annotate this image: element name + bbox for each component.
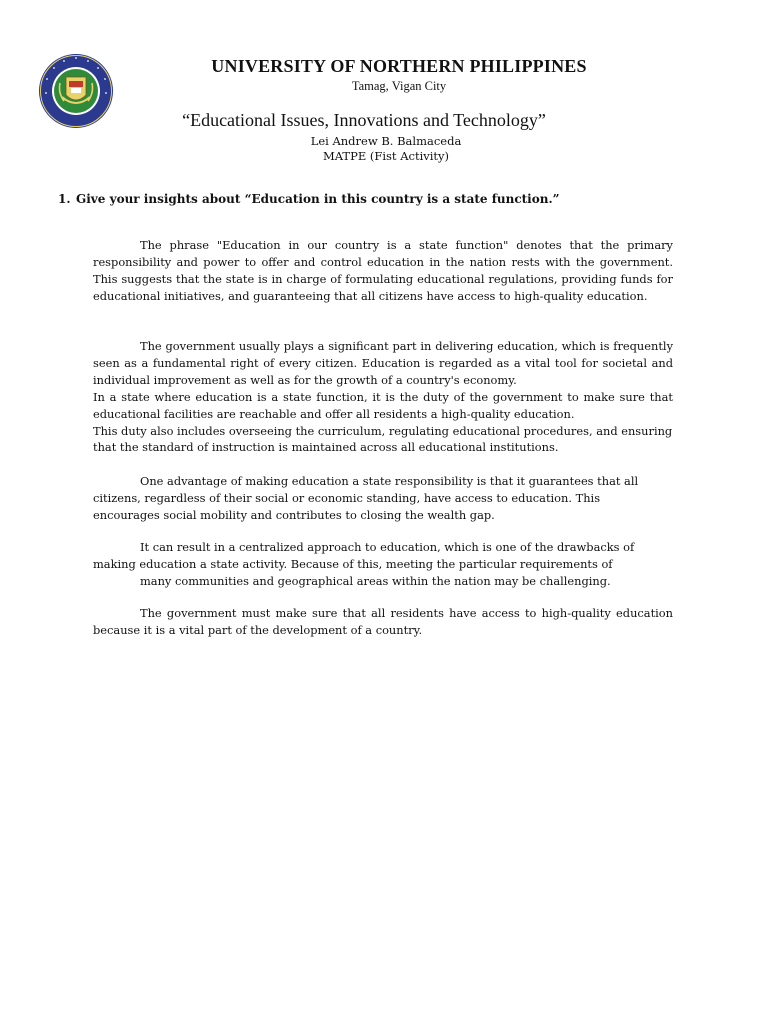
paragraph-3-line: encourages social mobility and contributes to closing the wealth gap.: [93, 507, 495, 522]
question-text: Give your insights about “Education in this country is a state function.”: [76, 192, 560, 206]
question-number: 1.: [58, 192, 71, 206]
paragraph-3-line: One advantage of making education a state responsibility is that it guarantees that all: [140, 474, 639, 488]
paragraph-2-part-2: In a state where education is a state function, it is the duty of the government to make sure that educational facilities are reachable and offer all residents a high-quality education.: [93, 389, 673, 421]
author-name: Lei Andrew B. Balmaceda: [310, 134, 462, 148]
question-heading: [58, 192, 698, 206]
paragraph-4-line: making education a state activity. Because of this, meeting the particular requirements of: [93, 556, 613, 571]
university-location: Tamag, Vigan City: [351, 79, 447, 93]
university-name: UNIVERSITY OF NORTHERN PHILIPPINES: [211, 56, 587, 76]
paragraph-2-part-3: This duty also includes overseeing the curriculum, regulating educational procedures, and ensuring that the standard of instruction is maintained across all educational institutions.: [93, 423, 673, 455]
paragraph-3-line: citizens, regardless of their social or economic standing, have access to education. This: [93, 490, 601, 505]
paragraph-2: [93, 338, 673, 456]
paragraph-4-line: It can result in a centralized approach to education, which is one of the drawbacks of: [140, 540, 635, 554]
paragraph-1: The phrase "Education in our country is a state function" denotes that the primary responsibility and power to offer and control education in the nation rests with the government. This suggests that the state is in charge of formulating educational regulations, providing funds for educational initiatives, and guaranteeing that all citizens have access to high-quality education.: [93, 238, 673, 303]
paragraph-4: [93, 539, 673, 590]
activity-label: MATPE (Fist Activity): [322, 149, 450, 163]
course-title: “Educational Issues, Innovations and Technology”: [182, 110, 546, 130]
paragraph-3: [93, 473, 673, 524]
paragraph-2-part-1: The government usually plays a significant part in delivering education, which is frequently seen as a fundamental right of every citizen. Education is regarded as a vital tool for societal and individual improvement as well as for the growth of a country's economy.: [93, 339, 673, 387]
paragraph-4-line: many communities and geographical areas within the nation may be challenging.: [140, 573, 611, 588]
paragraph-5: The government must make sure that all residents have access to high-quality education because it is a vital part of the development of a country.: [93, 606, 673, 637]
